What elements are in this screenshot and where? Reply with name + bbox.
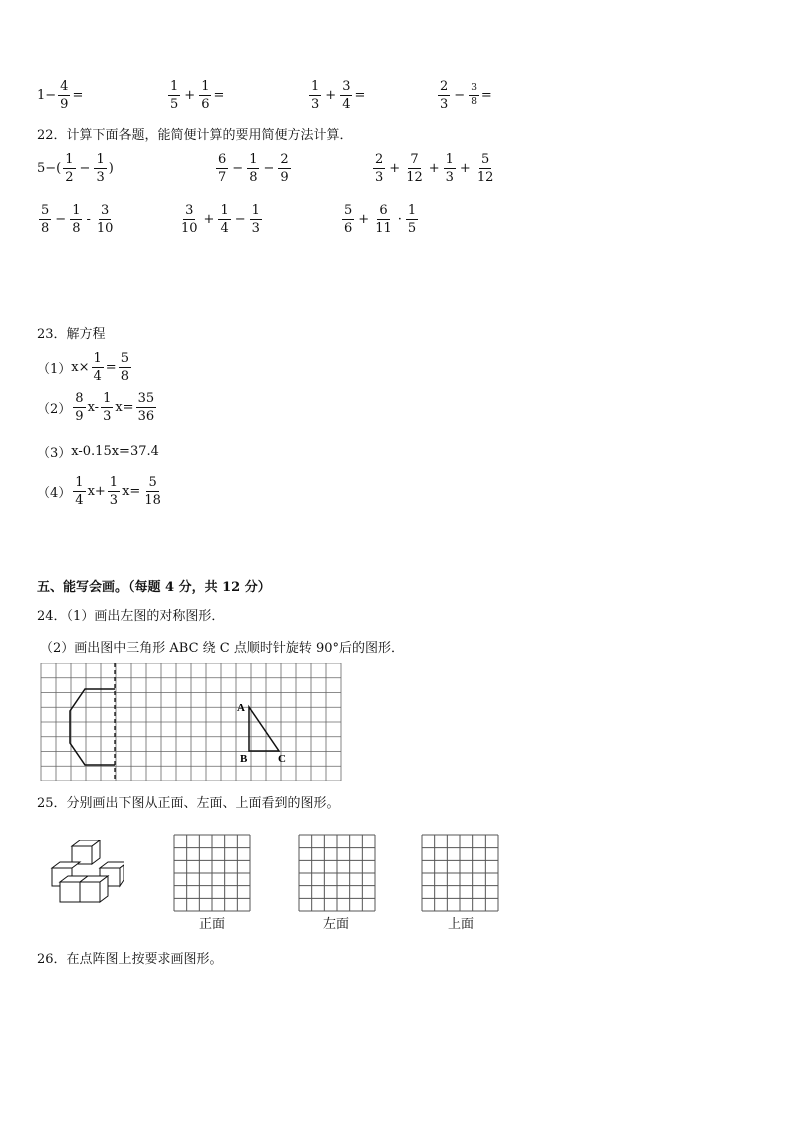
operator: + xyxy=(203,212,215,227)
fraction: $\frac{1}{6}$ xyxy=(201,79,210,112)
section-5-title: 五、能写会画。（每题 4 分，共 12 分） xyxy=(37,580,271,595)
fraction: $\frac{3}{10}$ xyxy=(181,203,198,236)
q23-p4 xyxy=(37,476,165,507)
fraction: $\frac{1}{4}$ xyxy=(220,203,229,236)
half-shape xyxy=(70,689,115,765)
fraction: $\frac{5}{6}$ xyxy=(344,203,353,236)
label-c: C xyxy=(278,753,286,765)
operator: − xyxy=(454,88,466,103)
operator: + xyxy=(325,88,337,103)
operator: − xyxy=(79,161,91,176)
expr-1-minus-4-9 xyxy=(37,80,83,111)
equation-text: x-0.15x=37.4 xyxy=(71,444,159,459)
q22-f xyxy=(340,204,420,235)
q26-title: 26．在点阵图上按要求画图形。 xyxy=(37,952,223,967)
fraction: $\frac{1}{3}$ xyxy=(96,152,105,185)
q23-p3 xyxy=(37,442,159,461)
label-b: B xyxy=(240,753,248,765)
fraction: $\frac{5}{8}$ xyxy=(41,203,50,236)
equals-sign: = xyxy=(105,360,117,375)
q22-title: 22．计算下面各题，能简便计算的要用简便方法计算． xyxy=(37,128,353,143)
fraction: $\frac{1}{8}$ xyxy=(72,203,81,236)
fraction: $\frac{1}{3}$ xyxy=(251,203,260,236)
equals-sign: = xyxy=(480,88,492,103)
fraction: $\frac{1}{5}$ xyxy=(170,79,179,112)
equals-sign: = xyxy=(213,88,225,103)
fraction: $\frac{1}{3}$ xyxy=(109,475,119,508)
fraction: $\frac{1}{3}$ xyxy=(311,79,320,112)
fraction: $\frac{35}{36}$ xyxy=(137,391,155,424)
operator: − xyxy=(232,161,244,176)
fraction: $\frac{5}{18}$ xyxy=(144,475,161,508)
q23-title: 23．解方程 xyxy=(37,327,106,342)
q24-line2: （2）画出图中三角形 ABC 绕 C 点顺时针旋转 90°后的图形． xyxy=(40,641,405,656)
problem-label: （2） xyxy=(37,402,72,417)
fraction: $\frac{1}{4}$ xyxy=(93,351,102,384)
problem-label: （1） xyxy=(37,362,72,377)
q22-c xyxy=(371,153,497,184)
fraction: $\frac{4}{9}$ xyxy=(60,79,69,112)
grid-lines xyxy=(41,663,341,781)
q22-d xyxy=(37,204,117,235)
equals-sign: = xyxy=(354,88,366,103)
expr-text: 5−( xyxy=(37,161,62,176)
fraction: $\frac{2}{3}$ xyxy=(375,152,384,185)
q24-line1: 24．（1）画出左图的对称图形． xyxy=(37,609,225,624)
label-top-view: 上面 xyxy=(448,917,475,932)
fraction: $\frac{2}{3}$ xyxy=(440,79,449,112)
q22-a xyxy=(37,153,114,184)
equals-sign: = xyxy=(72,88,84,103)
operator: − xyxy=(263,161,275,176)
expr-text: x+ xyxy=(87,484,106,499)
fraction: $\frac{3}{8}$ xyxy=(471,83,477,107)
operator: − xyxy=(234,212,246,227)
fraction: $\frac{6}{11}$ xyxy=(375,203,392,236)
expr-text: 1− xyxy=(37,88,57,103)
operator: · xyxy=(397,212,402,227)
grid-left-view xyxy=(298,834,376,912)
operator: − xyxy=(55,212,67,227)
fraction: $\frac{2}{9}$ xyxy=(280,152,289,185)
operator: - xyxy=(86,212,91,227)
triangle-abc xyxy=(249,707,279,751)
fraction: $\frac{1}{4}$ xyxy=(75,475,84,508)
cube-stack-figure xyxy=(44,840,124,908)
expr-text: ) xyxy=(108,161,114,176)
fraction: $\frac{7}{12}$ xyxy=(406,152,423,185)
operator: + xyxy=(358,212,370,227)
expr-2-3-minus-3-8 xyxy=(436,80,492,111)
q22-e xyxy=(177,204,264,235)
fraction: $\frac{1}{3}$ xyxy=(103,391,112,424)
problem-label: （3） xyxy=(37,446,72,461)
q25-title: 25．分别画出下图从正面、左面、上面看到的图形。 xyxy=(37,796,340,811)
fraction: $\frac{6}{7}$ xyxy=(218,152,227,185)
fraction: $\frac{1}{5}$ xyxy=(407,203,417,236)
q22-b xyxy=(214,153,293,184)
label-left-view: 左面 xyxy=(323,917,350,932)
problem-label: （4） xyxy=(37,486,72,501)
expr-text: x- xyxy=(87,400,100,415)
expr-text: x× xyxy=(71,360,90,375)
fraction: $\frac{1}{2}$ xyxy=(65,152,74,185)
operator: + xyxy=(459,161,471,176)
fraction: $\frac{5}{8}$ xyxy=(120,351,129,384)
q23-p1 xyxy=(37,352,133,383)
fraction: $\frac{5}{12}$ xyxy=(476,152,494,185)
expr-text: x= xyxy=(115,400,134,415)
expr-1-3-plus-3-4 xyxy=(307,80,365,111)
label-front-view: 正面 xyxy=(199,917,226,932)
fraction: $\frac{1}{8}$ xyxy=(249,152,258,185)
label-a: A xyxy=(237,702,245,714)
grid-top-view xyxy=(421,834,499,912)
operator: + xyxy=(184,88,196,103)
fraction: $\frac{3}{4}$ xyxy=(342,79,351,112)
fraction: $\frac{3}{10}$ xyxy=(96,203,114,236)
expr-text: x= xyxy=(122,484,141,499)
fraction: $\frac{8}{9}$ xyxy=(75,391,84,424)
q24-grid-figure xyxy=(40,663,342,781)
fraction: $\frac{1}{3}$ xyxy=(445,152,454,185)
q23-p2 xyxy=(37,392,158,423)
grid-front-view xyxy=(173,834,251,912)
operator: + xyxy=(389,161,401,176)
operator: + xyxy=(428,161,440,176)
expr-1-5-plus-1-6 xyxy=(166,80,224,111)
